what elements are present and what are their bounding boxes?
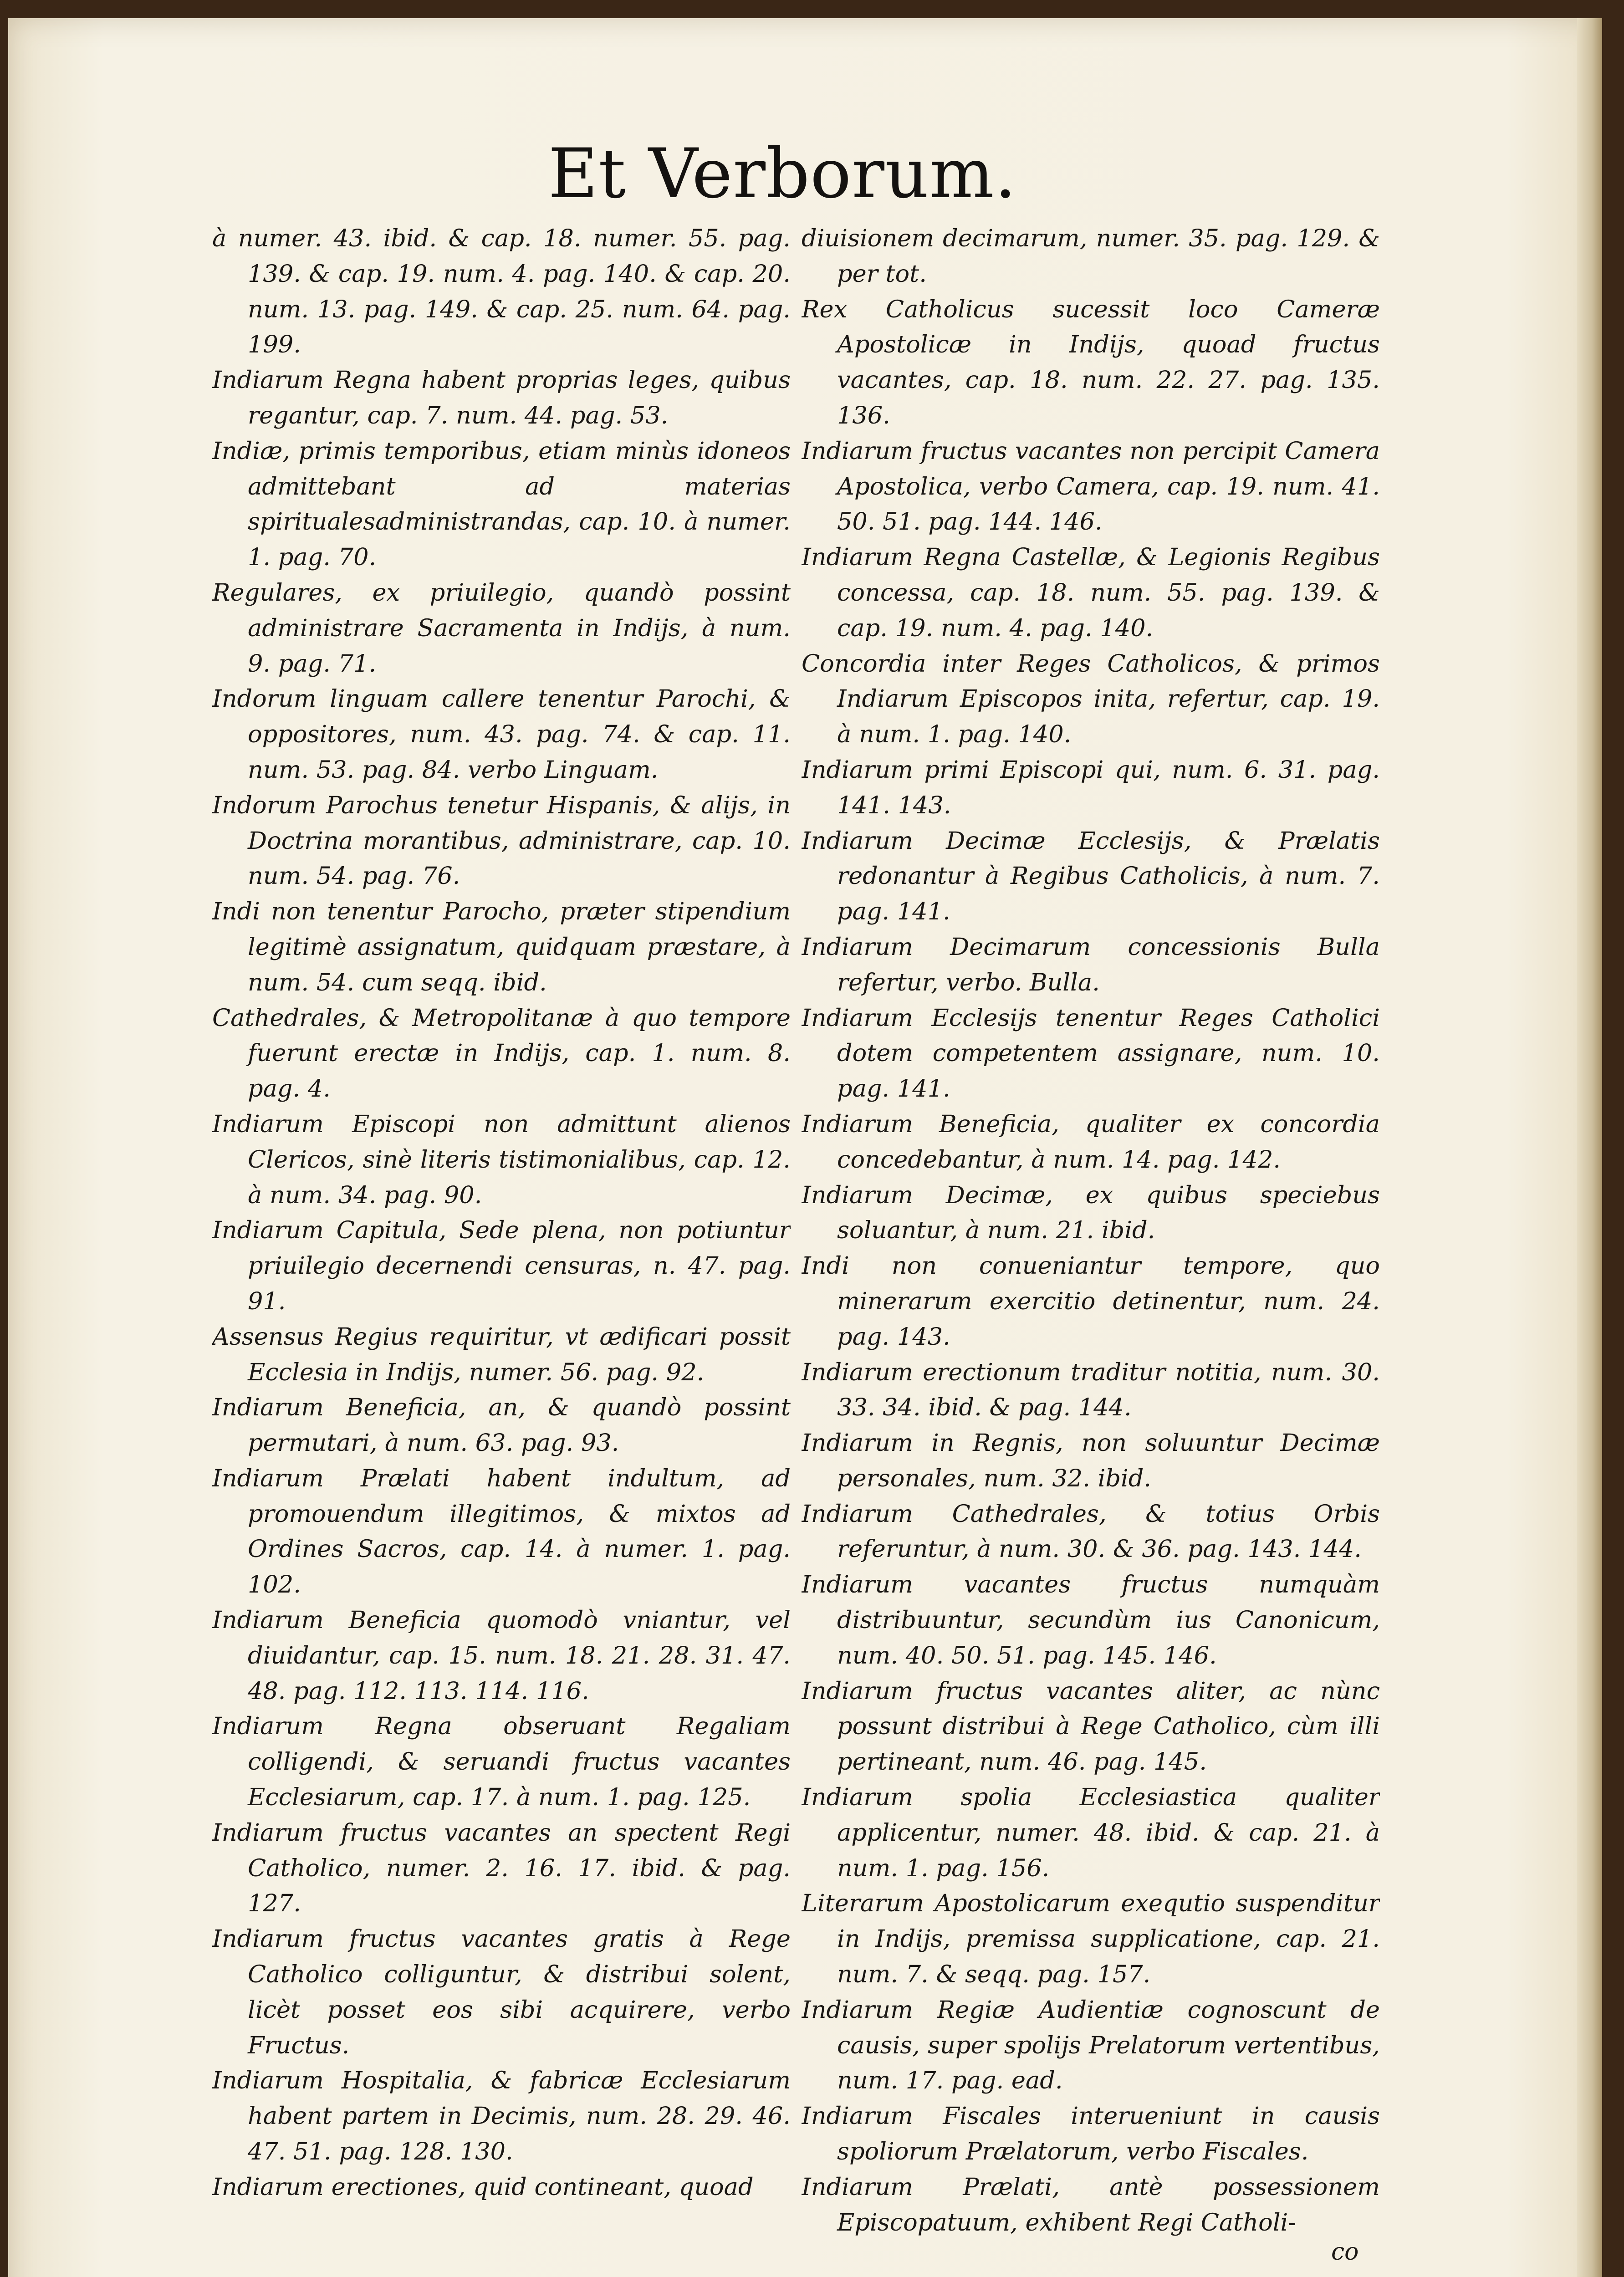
index-entry: Indi non tenentur Parocho, præter stipendium legitimè assignatum, quidquam præstare, à num. 54. cum seqq. ibid. — [212, 898, 791, 996]
index-entry: Indiarum Prælati habent indultum, ad promouendum illegitimos, & mixtos ad Ordines Sacros, cap. 14. à numer. 1. pag. 102. — [212, 1464, 791, 1599]
book-page — [8, 18, 1602, 2277]
index-entry: Indiarum Regna Castellæ, & Legionis Regibus concessa, cap. 18. num. 55. pag. 139. & cap. 19. num. 4. pag. 140. — [802, 543, 1380, 642]
catchword: co — [1331, 2238, 1359, 2266]
index-entry: Indorum Parochus tenetur Hispanis, & alijs, in Doctrina morantibus, administrare, cap. 10. num. 54. pag. 76. — [212, 791, 791, 890]
index-entry: Indiarum Beneficia, qualiter ex concordia concedebantur, à num. 14. pag. 142. — [802, 1110, 1380, 1174]
index-entry: Indiarum Regna obseruant Regaliam colligendi, & seruandi fructus vacantes Ecclesiarum, cap. 17. à num. 1. pag. 125. — [212, 1712, 791, 1812]
index-entry: Indiæ, primis temporibus, etiam minùs idoneos admittebant ad materias spiritualesadministrandas, cap. 10. à numer. 1. pag. 70. — [212, 437, 791, 572]
index-entry: Indiarum Hospitalia, & fabricæ Ecclesiarum habent partem in Decimis, num. 28. 29. 46. 47. 51. pag. 128. 130. — [212, 2067, 791, 2166]
index-entry: Indiarum fructus vacantes non percipit Camera Apostolica, verbo Camera, cap. 19. num. 41. 50. 51. pag. 144. 146. — [802, 437, 1380, 536]
index-entry: Indiarum Decimarum concessionis Bulla refertur, verbo. Bulla. — [802, 933, 1380, 996]
index-column-right — [802, 221, 1380, 2277]
index-entry: Indiarum Decimæ, ex quibus speciebus soluantur, à num. 21. ibid. — [802, 1181, 1380, 1245]
index-entry: Concordia inter Reges Catholicos, & primos Indiarum Episcopos inita, refertur, cap. 19. à num. 1. pag. 140. — [802, 649, 1380, 749]
index-entry: Indiarum Prælati, antè possessionem Episcopatuum, exhibent Regi Catholi- — [802, 2173, 1380, 2236]
index-entry: Assensus Regius requiritur, vt ædificari possit Ecclesia in Indijs, numer. 56. pag. 92. — [212, 1322, 791, 1386]
index-entry: Indiarum fructus vacantes an spectent Regi Catholico, numer. 2. 16. 17. ibid. & pag. 127. — [212, 1818, 791, 1918]
index-entry: Indiarum in Regnis, non soluuntur Decimæ personales, num. 32. ibid. — [802, 1429, 1380, 1492]
index-entry: Indiarum vacantes fructus numquàm distribuuntur, secundùm ius Canonicum, num. 40. 50. 51. pag. 145. 146. — [802, 1571, 1380, 1669]
page-edge — [1577, 18, 1602, 2277]
index-entry: diuisionem decimarum, numer. 35. pag. 129. & per tot. — [802, 225, 1380, 288]
index-entry: à numer. 43. ibid. & cap. 18. numer. 55. pag. 139. & cap. 19. num. 4. pag. 140. & cap. 20. num. 13. pag. 149. & cap. 25. num. 64. pag. 199. — [212, 225, 791, 359]
index-entry: Indiarum Beneficia quomodò vniantur, vel diuidantur, cap. 15. num. 18. 21. 28. 31. 47. 48. pag. 112. 113. 114. 116. — [212, 1606, 791, 1705]
index-entry: Literarum Apostolicarum exequtio suspenditur in Indijs, premissa supplicatione, cap. 21. num. 7. & seqq. pag. 157. — [802, 1889, 1380, 1989]
index-entry: Indiarum erectionum traditur notitia, num. 30. 33. 34. ibid. & pag. 144. — [802, 1358, 1380, 1422]
index-entry: Indorum linguam callere tenentur Parochi, & oppositores, num. 43. pag. 74. & cap. 11. num. 53. pag. 84. verbo Linguam. — [212, 685, 791, 784]
index-entry: Indiarum Fiscales interueniunt in causis spoliorum Prælatorum, verbo Fiscales. — [802, 2102, 1380, 2166]
index-entry: Indiarum Ecclesijs tenentur Reges Catholici dotem competentem assignare, num. 10. pag. 141. — [802, 1004, 1380, 1103]
index-entry: Indiarum primi Episcopi qui, num. 6. 31. pag. 141. 143. — [802, 756, 1380, 819]
index-entry: Indiarum Episcopi non admittunt alienos Clericos, sinè literis tistimonialibus, cap. 12. à num. 34. pag. 90. — [212, 1110, 791, 1209]
index-entry: Indiarum fructus vacantes aliter, ac nùnc possunt distribui à Rege Catholico, cùm illi pertineant, num. 46. pag. 145. — [802, 1677, 1380, 1776]
index-entry: Indiarum Decimæ Ecclesijs, & Prælatis redonantur à Regibus Catholicis, à num. 7. pag. 141. — [802, 827, 1380, 926]
index-entry: Indi non conueniantur tempore, quo minerarum exercitio detinentur, num. 24. pag. 143. — [802, 1252, 1380, 1351]
index-entry: Indiarum Beneficia, an, & quandò possint permutari, à num. 63. pag. 93. — [212, 1394, 791, 1457]
index-entry: Indiarum fructus vacantes gratis à Rege Catholico colliguntur, & distribui solent, licèt posset eos sibi acquirere, verbo Fructus. — [212, 1925, 791, 2059]
index-entry: Indiarum Capitula, Sede plena, non potiuntur priuilegio decernendi censuras, n. 47. pag. 91. — [212, 1216, 791, 1315]
index-entry: Indiarum Regna habent proprias leges, quibus regantur, cap. 7. num. 44. pag. 53. — [212, 366, 791, 429]
index-column-left — [212, 221, 791, 2277]
index-entry: Indiarum Regiæ Audientiæ cognoscunt de causis, super spolijs Prelatorum vertentibus, num. 17. pag. ead. — [802, 1996, 1380, 2095]
running-head: Et Verborum. — [548, 134, 1017, 214]
index-entry: Cathedrales, & Metropolitanæ à quo tempore fuerunt erectæ in Indijs, cap. 1. num. 8. pag. 4. — [212, 1004, 791, 1103]
index-entry: Rex Catholicus sucessit loco Cameræ Apostolicæ in Indijs, quoad fructus vacantes, cap. 18. num. 22. 27. pag. 135. 136. — [802, 295, 1380, 429]
index-entry: Indiarum Cathedrales, & totius Orbis referuntur, à num. 30. & 36. pag. 143. 144. — [802, 1500, 1380, 1563]
index-entry: Indiarum spolia Ecclesiastica qualiter applicentur, numer. 48. ibid. & cap. 21. à num. 1. pag. 156. — [802, 1783, 1380, 1882]
index-entry: Regulares, ex priuilegio, quandò possint administrare Sacramenta in Indijs, à num. 9. pag. 71. — [212, 578, 791, 678]
index-entry: Indiarum erectiones, quid contineant, quoad — [212, 2173, 754, 2201]
